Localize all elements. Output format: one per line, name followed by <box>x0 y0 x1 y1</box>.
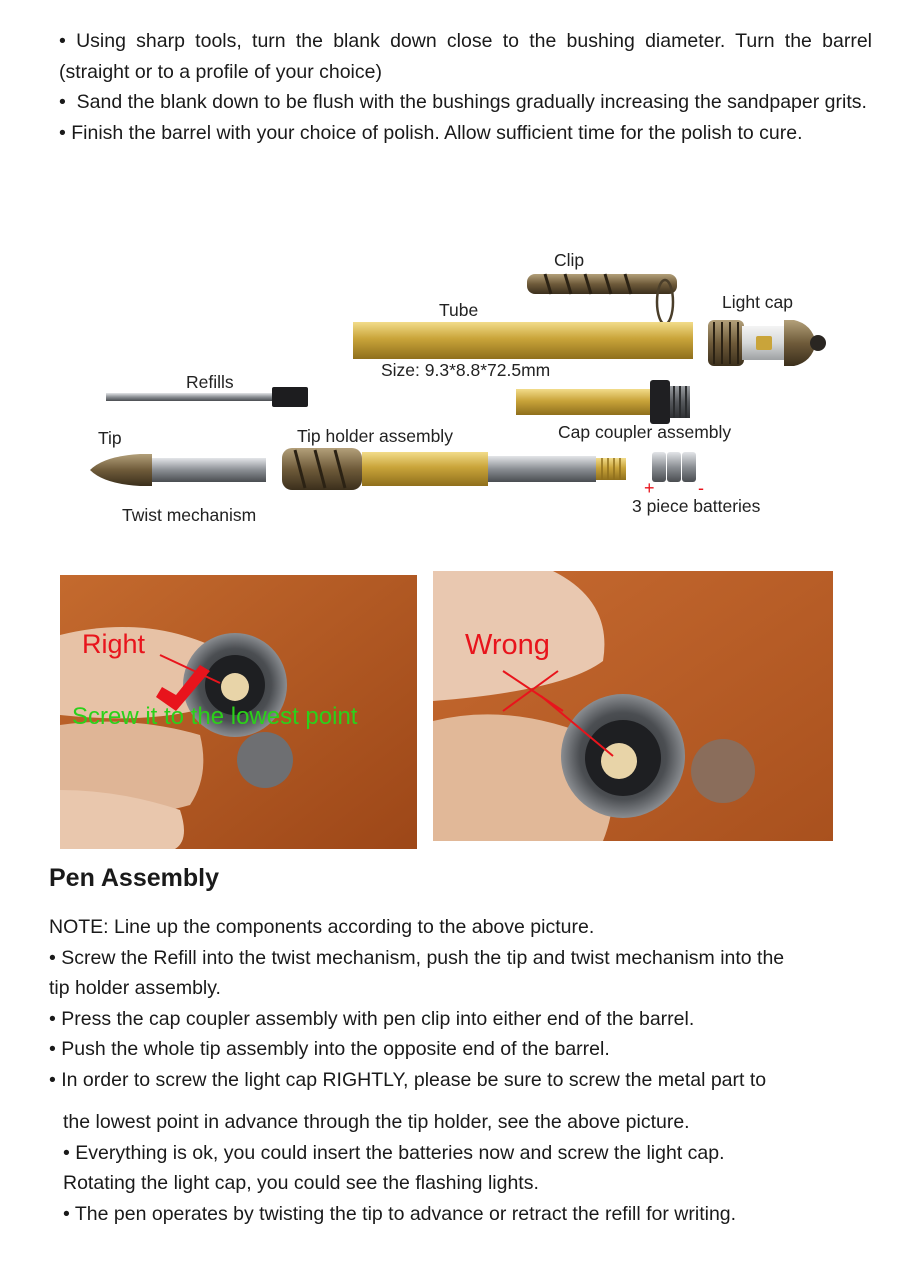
right-label: Right <box>82 629 146 659</box>
assembly-step-light-cap: • In order to screw the light cap RIGHTLY, please be sure to screw the metal part to <box>49 1068 767 1091</box>
label-tube: Tube <box>439 300 479 320</box>
tip-holder-part <box>282 448 626 490</box>
batteries-part <box>652 452 696 482</box>
label-refills: Refills <box>186 372 234 392</box>
photo-wrong <box>433 571 833 841</box>
label-minus: - <box>698 478 704 498</box>
photo-right <box>60 575 417 849</box>
assembly-note: NOTE: Line up the components according to the above picture. <box>49 916 595 938</box>
label-batteries: 3 piece batteries <box>632 496 761 516</box>
assembly-step-batteries: • Everything is ok, you could insert the batteries now and screw the light cap. <box>63 1141 725 1164</box>
label-size: Size: 9.3*8.8*72.5mm <box>381 360 551 380</box>
tip-part <box>90 454 152 486</box>
label-cap-coupler: Cap coupler assembly <box>558 422 732 442</box>
light-cap-part <box>708 320 826 366</box>
label-clip: Clip <box>554 250 585 270</box>
assembly-step-refill: • Screw the Refill into the twist mechanism, push the tip and twist mechanism into the <box>49 946 785 969</box>
label-plus: + <box>644 478 655 498</box>
tube-part <box>353 322 693 359</box>
assembly-step-batteries-cont: Rotating the light cap, you could see the flashing lights. <box>63 1172 539 1194</box>
pen-assembly-heading: Pen Assembly <box>49 864 219 892</box>
clip-part <box>527 274 677 324</box>
label-twist-mechanism: Twist mechanism <box>122 505 257 525</box>
twist-mechanism-part <box>152 458 266 482</box>
label-light-cap: Light cap <box>722 292 794 312</box>
bullet-sand-blank: • Sand the blank down to be flush with the bushings gradually increasing the sandpaper grits. <box>59 91 867 113</box>
pen-assembly-steps <box>49 912 889 1229</box>
cap-coupler-part <box>516 380 690 424</box>
parts-diagram <box>0 240 922 540</box>
label-tip-holder: Tip holder assembly <box>297 426 453 446</box>
label-tip: Tip <box>98 428 122 448</box>
assembly-step-tip-assembly: • Push the whole tip assembly into the opposite end of the barrel. <box>49 1038 610 1060</box>
right-caption: Screw it to the lowest point <box>72 703 358 730</box>
assembly-step-refill-cont: tip holder assembly. <box>49 977 221 999</box>
assembly-step-light-cap-cont: the lowest point in advance through the tip holder, see the above picture. <box>63 1111 690 1133</box>
wrong-label: Wrong <box>465 629 550 661</box>
bullet-finish-barrel: • Finish the barrel with your choice of polish. Allow sufficient time for the polish to cure. <box>59 121 803 144</box>
assembly-step-operate: • The pen operates by twisting the tip to advance or retract the refill for writing. <box>63 1202 737 1225</box>
assembly-step-cap-coupler: • Press the cap coupler assembly with pen clip into either end of the barrel. <box>49 1007 695 1030</box>
bullet-turn-blank: • Using sharp tools, turn the blank down close to the bushing diameter. Turn the barrel (straight or to a profile of your choice) <box>59 30 872 83</box>
instruction-bullets <box>59 26 872 148</box>
